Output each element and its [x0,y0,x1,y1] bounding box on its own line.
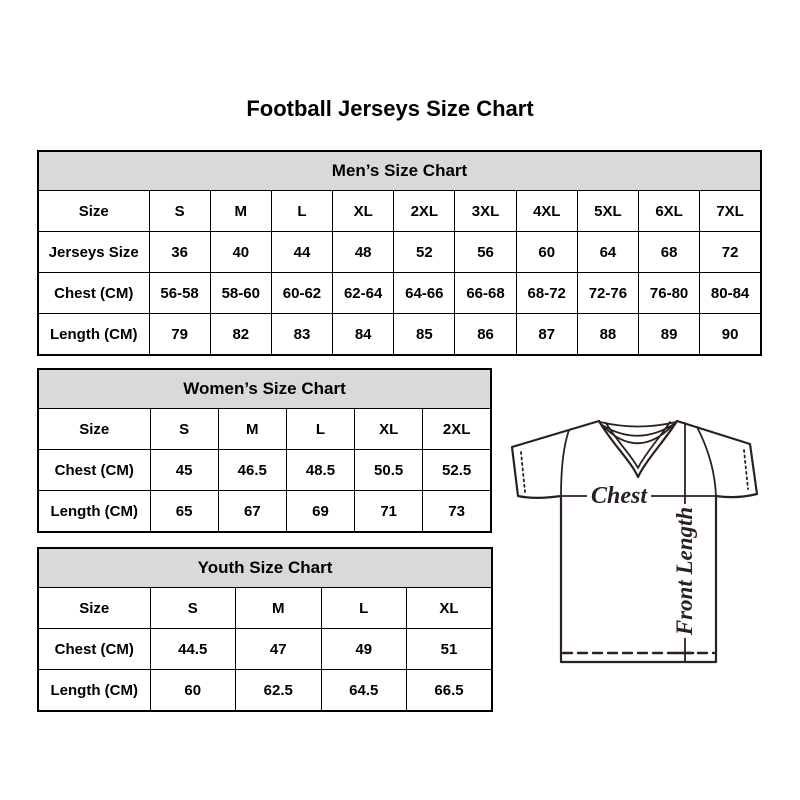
row-header-cell: Jerseys Size [38,232,149,273]
value-cell: 60-62 [271,273,332,314]
row-header-cell: Length (CM) [38,491,150,533]
value-cell: 68 [639,232,700,273]
value-cell: 83 [271,314,332,356]
value-cell: 40 [210,232,271,273]
jersey-outline [512,421,757,662]
value-cell: L [271,191,332,232]
value-cell: 90 [700,314,761,356]
value-cell: 84 [333,314,394,356]
value-cell: 49 [321,629,407,670]
table-row [38,191,761,232]
row-header-cell: Length (CM) [38,314,149,356]
value-cell: 2XL [423,409,491,450]
jersey-left-seam [561,430,569,496]
table-row [38,409,491,450]
value-cell: M [236,588,322,629]
value-cell: 48.5 [286,450,354,491]
jersey-collar-arc-top [600,422,676,427]
row-header-cell: Chest (CM) [38,629,150,670]
value-cell: 88 [577,314,638,356]
right-cuff-stitch-line [744,450,748,489]
value-cell: 52 [394,232,455,273]
value-cell: 2XL [394,191,455,232]
value-cell: M [218,409,286,450]
value-cell: XL [333,191,394,232]
value-cell: 82 [210,314,271,356]
row-header-cell: Size [38,191,149,232]
value-cell: 56-58 [149,273,210,314]
value-cell: 69 [286,491,354,533]
value-cell: 44.5 [150,629,236,670]
table-row [38,232,761,273]
value-cell: 50.5 [355,450,423,491]
table-row [38,273,761,314]
value-cell: 68-72 [516,273,577,314]
value-cell: 64 [577,232,638,273]
jersey-measurement-diagram [505,405,775,665]
mens-table-title: Men’s Size Chart [38,151,761,191]
value-cell: 3XL [455,191,516,232]
value-cell: 71 [355,491,423,533]
table-row [38,491,491,533]
mens-size-table [37,150,762,356]
table-row [38,588,492,629]
value-cell: 58-60 [210,273,271,314]
value-cell: 64-66 [394,273,455,314]
jersey-right-seam [697,427,716,496]
value-cell: 89 [639,314,700,356]
value-cell: 65 [150,491,218,533]
value-cell: 79 [149,314,210,356]
value-cell: 60 [516,232,577,273]
value-cell: S [149,191,210,232]
row-header-cell: Size [38,588,150,629]
value-cell: L [321,588,407,629]
value-cell: L [286,409,354,450]
value-cell: 6XL [639,191,700,232]
womens-size-table [37,368,492,533]
value-cell: 62.5 [236,670,322,712]
value-cell: 4XL [516,191,577,232]
value-cell: 51 [407,629,493,670]
value-cell: 64.5 [321,670,407,712]
value-cell: 85 [394,314,455,356]
value-cell: 86 [455,314,516,356]
value-cell: 46.5 [218,450,286,491]
value-cell: 73 [423,491,491,533]
womens-table-title: Women’s Size Chart [38,369,491,409]
value-cell: 44 [271,232,332,273]
value-cell: 48 [333,232,394,273]
value-cell: S [150,588,236,629]
table-row [38,450,491,491]
value-cell: 60 [150,670,236,712]
value-cell: XL [407,588,493,629]
front-length-label: Front Length [672,506,697,636]
value-cell: S [150,409,218,450]
youth-size-table [37,547,493,712]
value-cell: 52.5 [423,450,491,491]
value-cell: 45 [150,450,218,491]
value-cell: M [210,191,271,232]
value-cell: 76-80 [639,273,700,314]
value-cell: 66-68 [455,273,516,314]
value-cell: XL [355,409,423,450]
value-cell: 7XL [700,191,761,232]
left-cuff-stitch-line [521,452,525,492]
table-row [38,314,761,356]
value-cell: 67 [218,491,286,533]
youth-table-title: Youth Size Chart [38,548,492,588]
value-cell: 80-84 [700,273,761,314]
value-cell: 56 [455,232,516,273]
value-cell: 72-76 [577,273,638,314]
value-cell: 5XL [577,191,638,232]
row-header-cell: Length (CM) [38,670,150,712]
value-cell: 47 [236,629,322,670]
page-title: Football Jerseys Size Chart [246,96,534,121]
table-row [38,629,492,670]
value-cell: 66.5 [407,670,493,712]
value-cell: 36 [149,232,210,273]
chest-label: Chest [590,483,648,509]
row-header-cell: Size [38,409,150,450]
row-header-cell: Chest (CM) [38,450,150,491]
row-header-cell: Chest (CM) [38,273,149,314]
table-row [38,670,492,712]
value-cell: 72 [700,232,761,273]
value-cell: 87 [516,314,577,356]
value-cell: 62-64 [333,273,394,314]
